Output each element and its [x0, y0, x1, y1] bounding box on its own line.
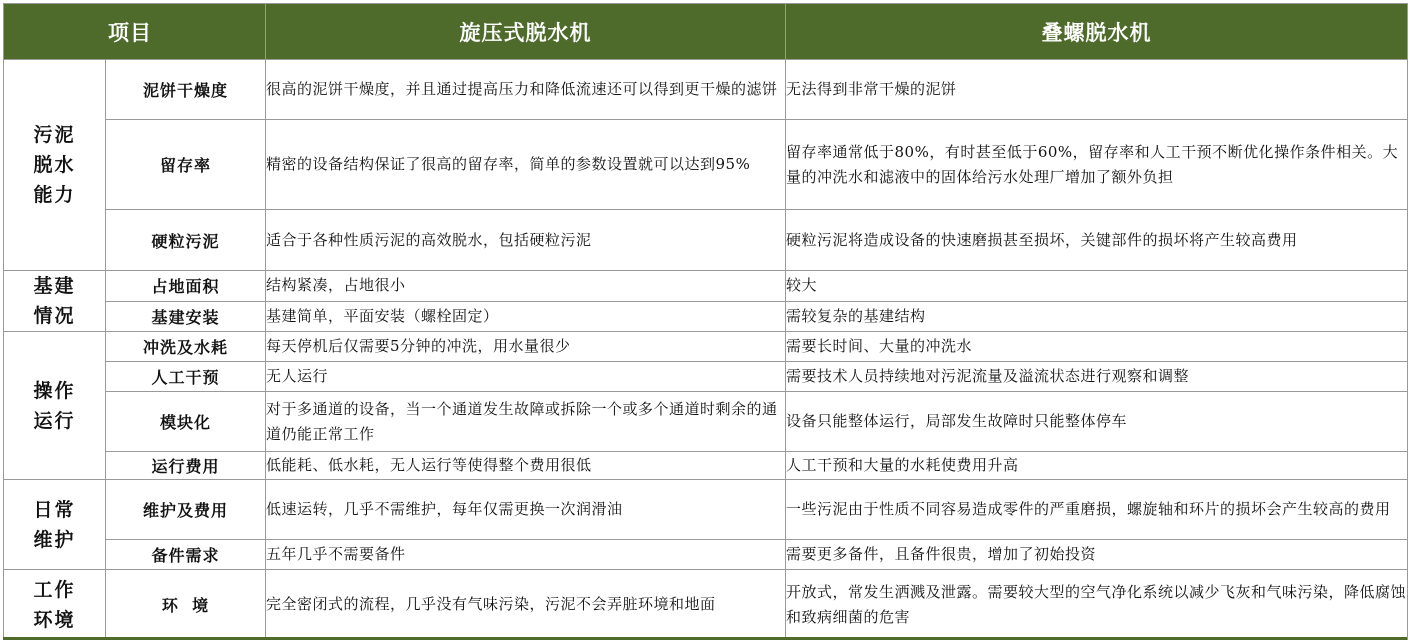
col-b-cell: 需要更多备件，且备件很贵，增加了初始投资 — [786, 540, 1408, 570]
subcategory-cell: 运行费用 — [106, 452, 266, 480]
col-b-cell: 留存率通常低于80%，有时甚至低于60%，留存率和人工干预不断优化操作条件相关。大量的冲洗水和滤液中的固体给污水处理厂增加了额外负担 — [786, 120, 1408, 210]
table-row — [4, 570, 1408, 640]
category-cell — [4, 570, 106, 640]
col-a-cell: 低速运转，几乎不需维护，每年仅需更换一次润滑油 — [266, 480, 786, 540]
col-a-cell: 基建简单，平面安装（螺栓固定） — [266, 301, 786, 332]
col-b-cell: 设备只能整体运行，局部发生故障时只能整体停车 — [786, 392, 1408, 452]
subcategory-cell: 环 境 — [106, 570, 266, 640]
col-b-cell: 需较复杂的基建结构 — [786, 301, 1408, 332]
category-label: 操作运行 — [33, 379, 76, 432]
category-cell — [4, 480, 106, 570]
subcategory-cell: 模块化 — [106, 392, 266, 452]
col-a-cell: 无人运行 — [266, 362, 786, 392]
col-b-cell: 开放式，常发生洒溅及泄露。需要较大型的空气净化系统以减少飞灰和气味污染，降低腐蚀和致病细菌的危害 — [786, 570, 1408, 640]
subcategory-cell: 硬粒污泥 — [106, 210, 266, 271]
col-a-cell: 很高的泥饼干燥度，并且通过提高压力和降低流速还可以得到更干燥的滤饼 — [266, 60, 786, 120]
category-label: 日常维护 — [33, 498, 76, 551]
bottom-rule — [3, 637, 1407, 640]
col-b-cell: 需要技术人员持续地对污泥流量及溢流状态进行观察和调整 — [786, 362, 1408, 392]
col-b-cell: 无法得到非常干燥的泥饼 — [786, 60, 1408, 120]
category-cell — [4, 271, 106, 332]
header-row — [4, 4, 1408, 60]
col-a-cell: 每天停机后仅需要5分钟的冲洗，用水量很少 — [266, 332, 786, 362]
col-b-cell: 硬粒污泥将造成设备的快速磨损甚至损坏，关键部件的损坏将产生较高费用 — [786, 210, 1408, 271]
category-cell — [4, 332, 106, 480]
header-col-b: 叠螺脱水机 — [786, 4, 1408, 60]
col-a-cell: 五年几乎不需要备件 — [266, 540, 786, 570]
col-a-cell: 对于多通道的设备，当一个通道发生故障或拆除一个或多个通道时剩余的通道仍能正常工作 — [266, 392, 786, 452]
col-a-cell: 结构紧凑，占地很小 — [266, 271, 786, 302]
table-row — [4, 120, 1408, 210]
subcategory-cell: 维护及费用 — [106, 480, 266, 540]
col-b-cell: 较大 — [786, 271, 1408, 302]
col-b-cell: 人工干预和大量的水耗使费用升高 — [786, 452, 1408, 480]
subcategory-cell: 冲洗及水耗 — [106, 332, 266, 362]
subcategory-cell: 泥饼干燥度 — [106, 60, 266, 120]
subcategory-cell: 占地面积 — [106, 271, 266, 302]
subcategory-cell: 留存率 — [106, 120, 266, 210]
table-row — [4, 392, 1408, 452]
header-col-a: 旋压式脱水机 — [266, 4, 786, 60]
col-b-cell: 需要长时间、大量的冲洗水 — [786, 332, 1408, 362]
category-label: 基建情况 — [33, 275, 76, 327]
table-row — [4, 301, 1408, 332]
subcategory-cell: 人工干预 — [106, 362, 266, 392]
col-a-cell: 完全密闭式的流程，几乎没有气味污染，污泥不会弄脏环境和地面 — [266, 570, 786, 640]
table-row — [4, 271, 1408, 302]
header-item: 项目 — [4, 4, 266, 60]
category-cell — [4, 60, 106, 271]
table-row — [4, 452, 1408, 480]
subcategory-cell: 备件需求 — [106, 540, 266, 570]
table-row — [4, 362, 1408, 392]
comparison-table — [3, 3, 1408, 640]
col-a-cell: 适合于各种性质污泥的高效脱水，包括硬粒污泥 — [266, 210, 786, 271]
col-b-cell: 一些污泥由于性质不同容易造成零件的严重磨损，螺旋轴和环片的损坏会产生较高的费用 — [786, 480, 1408, 540]
table-row — [4, 210, 1408, 271]
table-row — [4, 540, 1408, 570]
table-row — [4, 60, 1408, 120]
col-a-cell: 精密的设备结构保证了很高的留存率，简单的参数设置就可以达到95% — [266, 120, 786, 210]
subcategory-cell: 基建安装 — [106, 301, 266, 332]
table-row — [4, 480, 1408, 540]
category-label: 工作环境 — [33, 578, 76, 631]
col-a-cell: 低能耗、低水耗，无人运行等使得整个费用很低 — [266, 452, 786, 480]
category-label: 污泥脱水能力 — [33, 124, 76, 206]
table-row — [4, 332, 1408, 362]
